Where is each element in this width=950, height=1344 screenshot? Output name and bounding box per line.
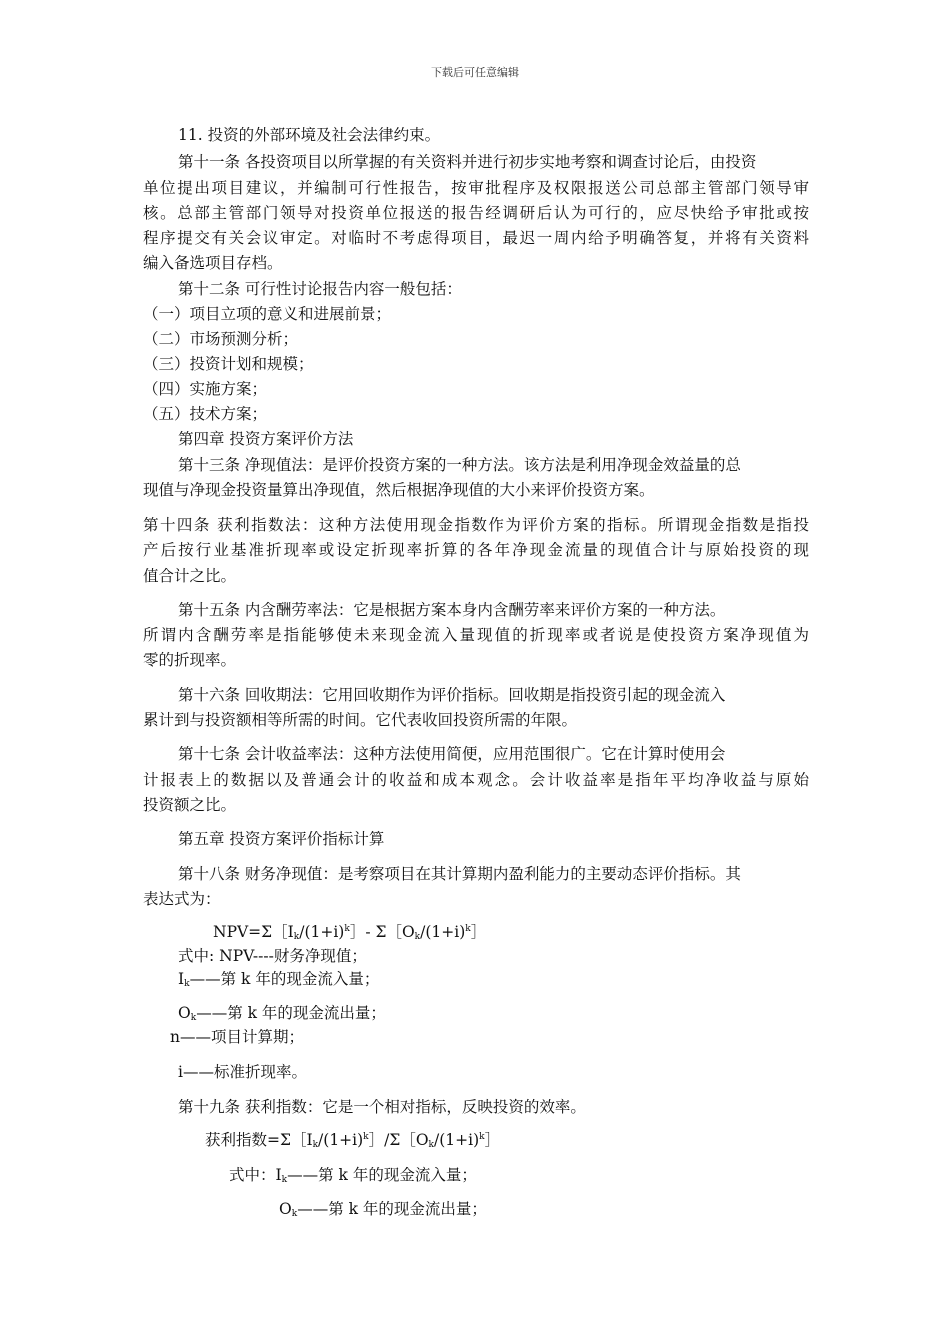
article-15-line-2: 所谓内含酬劳率是指能够使未来现金流入量现值的折现率或者说是使投资方案净现值为: [143, 626, 809, 644]
list-item-3: （三）投资计划和规模；: [143, 355, 314, 373]
article-18-line-2: 表达式为：: [143, 890, 221, 908]
article-15-line-3: 零的折现率。: [143, 651, 237, 669]
article-13-line-2: 现值与净现金投资量算出净现值，然后根据净现值的大小来评价投资方案。: [143, 481, 655, 499]
npv-formula: $NPV=\Sigma[I_k/(1+i)^k]-$ $\Sigma[O_k/(1+i)^k]$: [213, 923, 487, 942]
article-16-line-1: 第十六条 回收期法：它用回收期作为评价指标。回收期是指投资引起的现金流入: [178, 686, 726, 704]
article-17-line-1: 第十七条 会计收益率法：这种方法使用简便，应用范围很广。它在计算时使用会: [178, 745, 726, 763]
clause-item-11: 11. 投资的外部环境及社会法律约束。: [178, 126, 441, 144]
list-item-5: （五）技术方案；: [143, 405, 268, 423]
list-item-4: （四）实施方案；: [143, 380, 268, 398]
article-11-line-5: 编入备选项目存档。: [143, 254, 283, 272]
pi-def-ok: $O_k——$第 k 年的现金流出量；: [279, 1200, 487, 1219]
npv-def-n: n——项目计算期；: [170, 1028, 304, 1046]
article-11-line-3: 核。总部主管部门领导对投资单位报送的报告经调研后认为可行的，应尽快给予审批或按: [143, 204, 809, 222]
pi-def-ik: 式中：$I_k——$第 k 年的现金流入量；: [229, 1166, 477, 1185]
article-18-line-1: 第十八条 财务净现值：是考察项目在其计算期内盈利能力的主要动态评价指标。其: [178, 865, 741, 883]
list-item-1: （一）项目立项的意义和进展前景；: [143, 305, 392, 323]
article-11-line-1: 第十一条 各投资项目以所掌握的有关资料并进行初步实地考察和调查讨论后，由投资: [178, 153, 757, 171]
npv-where-line: 式中: NPV----财务净现值；: [178, 947, 367, 965]
npv-def-ok: $O_k——$第 k 年的现金流出量；: [178, 1004, 386, 1023]
article-15-line-1: 第十五条 内含酬劳率法：它是根据方案本身内含酬劳率来评价方案的一种方法。: [178, 601, 726, 619]
article-16-line-2: 累计到与投资额相等所需的时间。它代表收回投资所需的年限。: [143, 711, 578, 729]
article-17-line-2: 计报表上的数据以及普通会计的收益和成本观念。会计收益率是指年平均净收益与原始: [143, 771, 809, 789]
page-header: 下载后可任意编辑: [431, 66, 519, 79]
chapter-5-title: 第五章 投资方案评价指标计算: [178, 830, 385, 848]
article-11-line-4: 程序提交有关会议审定。对临时不考虑得项目，最迟一周内给予明确答复，并将有关资料: [143, 229, 809, 247]
list-item-2: （二）市场预测分析；: [143, 330, 299, 348]
article-14-line-3: 值合计之比。: [143, 567, 237, 585]
npv-def-i: i——标准折现率。: [178, 1063, 307, 1081]
article-14-line-2: 产后按行业基准折现率或设定折现率折算的各年净现金流量的现值合计与原始投资的现: [143, 541, 809, 559]
chapter-4-title: 第四章 投资方案评价方法: [178, 430, 354, 448]
article-12-heading: 第十二条 可行性讨论报告内容一般包括：: [178, 280, 462, 298]
article-14-line-1: 第十四条 获利指数法：这种方法使用现金指数作为评价方案的指标。所谓现金指数是指投: [143, 516, 809, 534]
npv-def-ik: $I_k——$第 k 年的现金流入量；: [178, 970, 380, 989]
article-17-line-3: 投资额之比。: [143, 796, 237, 814]
article-11-line-2: 单位提出项目建议，并编制可行性报告，按审批程序及权限报送公司总部主管部门领导审: [143, 179, 809, 197]
profit-index-formula: 获利指数$=\Sigma[I_k/(1+i)^k]/\Sigma[O_k/(1+i)^k]$: [205, 1131, 501, 1150]
article-19-line-1: 第十九条 获利指数：它是一个相对指标，反映投资的效率。: [178, 1098, 586, 1116]
article-13-line-1: 第十三条 净现值法：是评价投资方案的一种方法。该方法是利用净现金效益量的总: [178, 456, 741, 474]
